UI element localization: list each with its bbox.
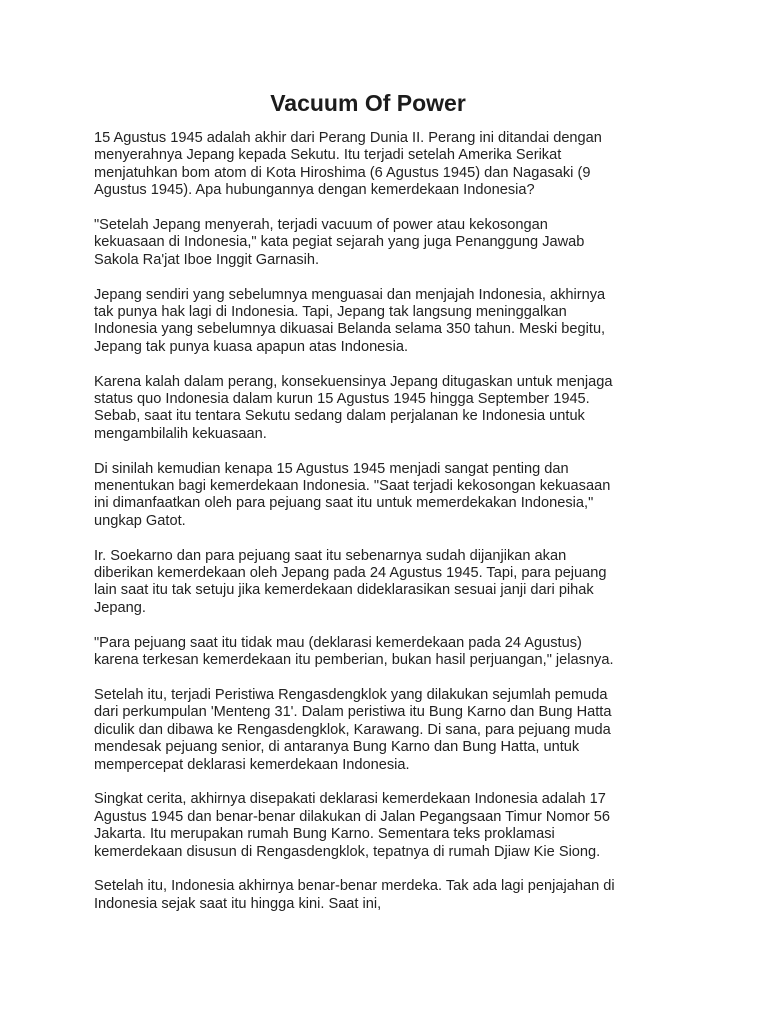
paragraph-line: Karena kalah dalam perang, konsekuensinya Jepang ditugaskan untuk menjaga bbox=[94, 373, 613, 390]
paragraph-line: Sakola Ra'jat Iboe Inggit Garnasih. bbox=[94, 251, 320, 268]
body-paragraph bbox=[94, 548, 674, 618]
paragraph-line: Jepang. bbox=[94, 599, 146, 616]
paragraph-line: Jepang tak punya kuasa apapun atas Indonesia. bbox=[94, 338, 409, 355]
paragraph-line: karena terkesan kemerdekaan itu pemberian, bukan hasil perjuangan," jelasnya. bbox=[94, 652, 614, 669]
paragraph-line: menyerahnya Jepang kepada Sekutu. Itu terjadi setelah Amerika Serikat bbox=[94, 147, 562, 164]
paragraph-line: Indonesia yang sebelumnya dikuasai Belanda selama 350 tahun. Meski begitu, bbox=[94, 321, 606, 338]
paragraph-line: Indonesia sejak saat itu hingga kini. Saat ini, bbox=[94, 895, 382, 912]
paragraph-line: lain saat itu tak setuju jika kemerdekaan dideklarasikan sesuai janji dari pihak bbox=[94, 582, 594, 599]
paragraph-line: ungkap Gatot. bbox=[94, 512, 186, 529]
paragraph-line: Singkat cerita, akhirnya disepakati deklarasi kemerdekaan Indonesia adalah 17 bbox=[94, 791, 606, 808]
paragraph-line: "Setelah Jepang menyerah, terjadi vacuum of power atau kekosongan bbox=[94, 217, 548, 234]
body-paragraph bbox=[94, 374, 674, 444]
paragraph-line: Sebab, saat itu tentara Sekutu sedang dalam perjalanan ke Indonesia untuk bbox=[94, 408, 585, 425]
paragraph-line: kemerdekaan disusun di Rengasdengklok, tepatnya di rumah Djiaw Kie Siong. bbox=[94, 843, 601, 860]
document-body bbox=[94, 130, 674, 931]
paragraph-line: Setelah itu, terjadi Peristiwa Rengasdengklok yang dilakukan sejumlah pemuda bbox=[94, 686, 608, 703]
body-paragraph bbox=[94, 791, 674, 861]
paragraph-line: Agustus 1945 dan benar-benar dilakukan di Jalan Pegangsaan Timur Nomor 56 bbox=[94, 808, 610, 825]
paragraph-line: Setelah itu, Indonesia akhirnya benar-benar merdeka. Tak ada lagi penjajahan di bbox=[94, 878, 615, 895]
paragraph-line: Agustus 1945). Apa hubungannya dengan kemerdekaan Indonesia? bbox=[94, 182, 535, 199]
paragraph-line: 15 Agustus 1945 adalah akhir dari Perang Dunia II. Perang ini ditandai dengan bbox=[94, 130, 602, 146]
body-paragraph bbox=[94, 130, 674, 200]
paragraph-line: Jakarta. Itu merupakan rumah Bung Karno. Sementara teks proklamasi bbox=[94, 826, 555, 843]
paragraph-line: kekuasaan di Indonesia," kata pegiat sejarah yang juga Penanggung Jawab bbox=[94, 234, 585, 251]
paragraph-line: menjatuhkan bom atom di Kota Hiroshima (6 Agustus 1945) dan Nagasaki (9 bbox=[94, 164, 591, 181]
paragraph-line: dari perkumpulan 'Menteng 31'. Dalam peristiwa itu Bung Karno dan Bung Hatta bbox=[94, 704, 612, 721]
paragraph-line: diculik dan dibawa ke Rengasdengklok, Karawang. Di sana, para pejuang muda bbox=[94, 721, 611, 738]
paragraph-line: mendesak pejuang senior, di antaranya Bung Karno dan Bung Hatta, untuk bbox=[94, 739, 580, 756]
body-paragraph bbox=[94, 635, 674, 670]
paragraph-line: menentukan bagi kemerdekaan Indonesia. "Saat terjadi kekosongan kekuasaan bbox=[94, 478, 611, 495]
paragraph-line: tak punya hak lagi di Indonesia. Tapi, Jepang tak langsung meninggalkan bbox=[94, 304, 567, 321]
document-title: Vacuum Of Power bbox=[270, 90, 466, 116]
paragraph-line: mempercepat deklarasi kemerdekaan Indonesia. bbox=[94, 756, 410, 773]
body-paragraph bbox=[94, 461, 674, 531]
paragraph-line: "Para pejuang saat itu tidak mau (deklarasi kemerdekaan pada 24 Agustus) bbox=[94, 634, 582, 651]
body-paragraph bbox=[94, 287, 674, 357]
paragraph-line: status quo Indonesia dalam kurun 15 Agustus 1945 hingga September 1945. bbox=[94, 391, 590, 408]
paragraph-line: mengambilalih kekuasaan. bbox=[94, 425, 267, 442]
body-paragraph bbox=[94, 217, 674, 269]
paragraph-line: ini dimanfaatkan oleh para pejuang saat itu untuk memerdekakan Indonesia," bbox=[94, 495, 594, 512]
paragraph-line: Ir. Soekarno dan para pejuang saat itu sebenarnya sudah dijanjikan akan bbox=[94, 547, 567, 564]
paragraph-line: diberikan kemerdekaan oleh Jepang pada 24 Agustus 1945. Tapi, para pejuang bbox=[94, 565, 607, 582]
paragraph-line: Jepang sendiri yang sebelumnya menguasai dan menjajah Indonesia, akhirnya bbox=[94, 286, 606, 303]
body-paragraph bbox=[94, 878, 674, 913]
paragraph-line: Di sinilah kemudian kenapa 15 Agustus 1945 menjadi sangat penting dan bbox=[94, 460, 569, 477]
body-paragraph bbox=[94, 687, 674, 774]
